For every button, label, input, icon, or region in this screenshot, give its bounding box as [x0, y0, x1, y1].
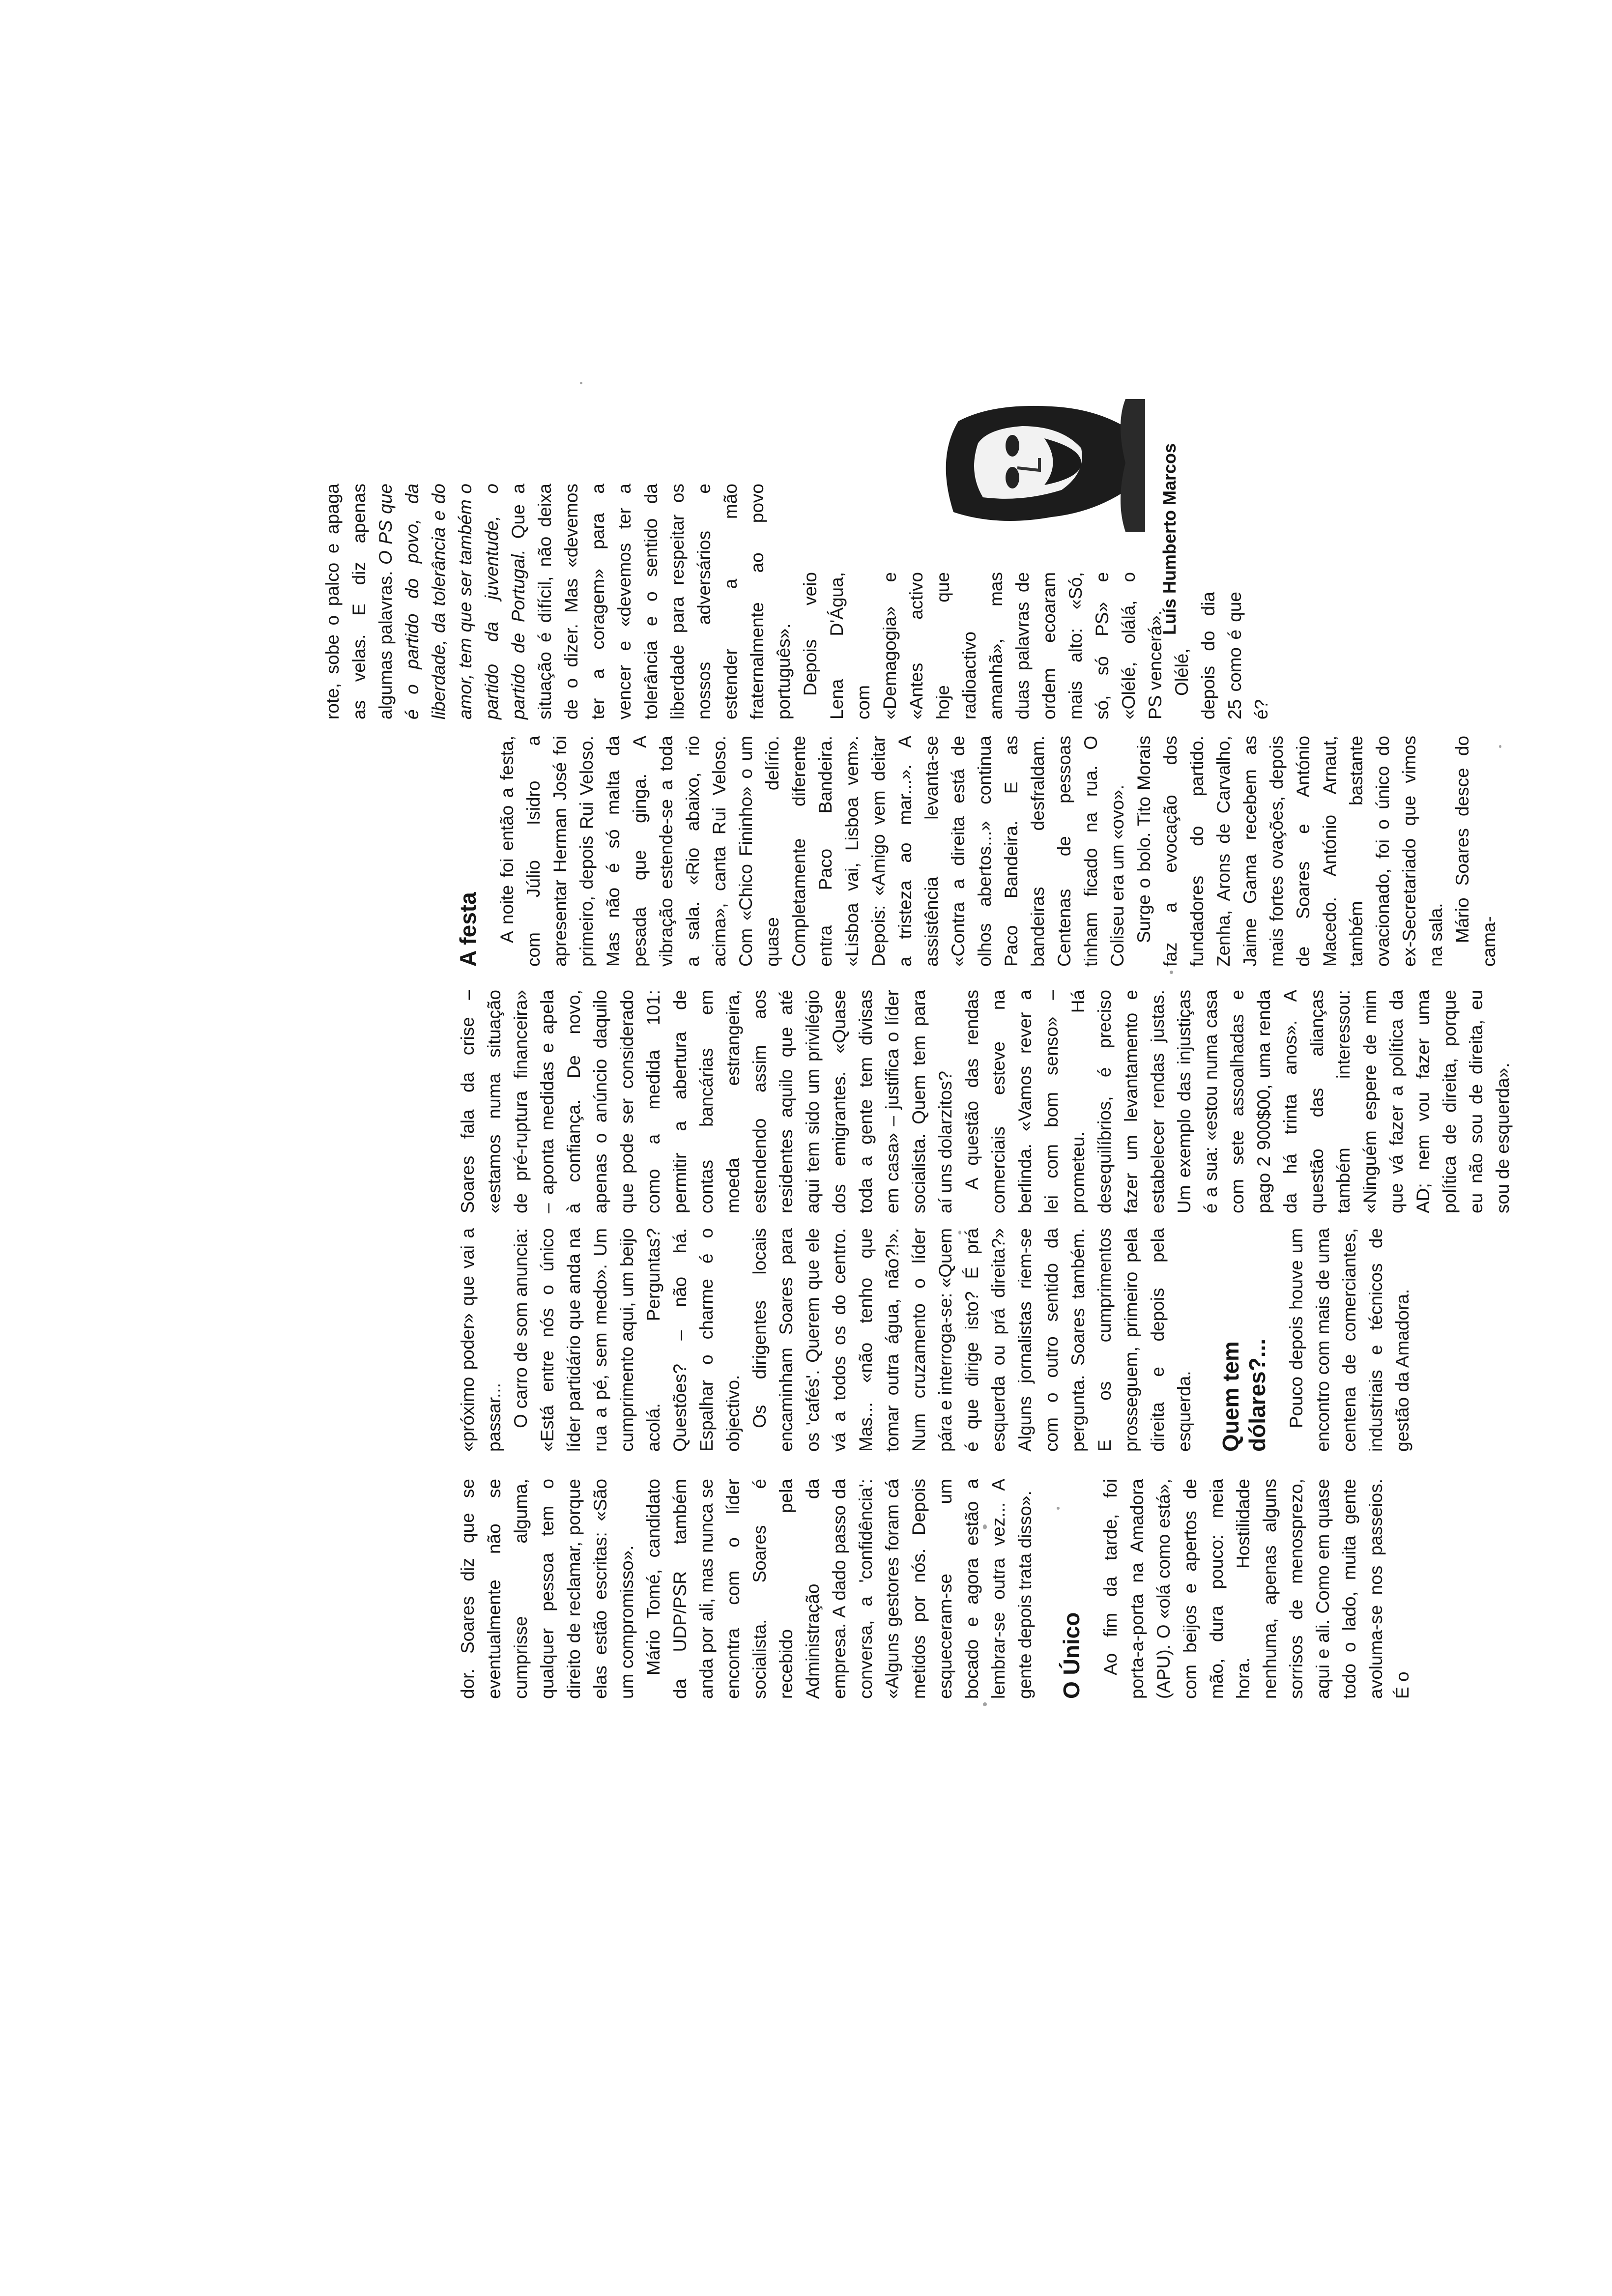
paragraph [319, 484, 797, 719]
byline: Luís Humberto Marcos [1159, 443, 1180, 635]
section-heading: O Único [1059, 1612, 1084, 1699]
scan-speck [1499, 745, 1501, 748]
scan-speck [958, 1231, 961, 1234]
scan-speck [983, 1702, 987, 1706]
article-column-2 [455, 1228, 1416, 1452]
scan-speck [1170, 971, 1173, 974]
quote-italic: O PS que é o partido do povo, da liberdade, da tolerância e do amor, tem que ser também o partido da juventude, o partido de Portugal. [375, 484, 528, 719]
paragraph: Mário Tomé, candidato da UDP/PSR também anda por ali, mas nunca se encontra com o líder socialista. Soares é recebido pela Administração da empresa. A dado passo da conversa, a 'confidência': «Alguns gestores foram cá metidos por nós. Depois esqueceram-se um bocado e agora estão a lembrar-se outra vez... A gente depois trata disso». [643, 1479, 1035, 1699]
paragraph: A noite foi então a festa, com Júlio Isidro a apresentar Herman José foi primeiro, depois Rui Veloso. Mas não é só malta da pesada que ginga. A vibração estende-se a toda a sala. «Rio abaixo, rio acima», canta Rui Veloso. Com «Chico Fininho» o um quase delírio. Completamente diferente entra Paco Bandeira. «Lisboa vai, Lisboa vem». Depois: «Amigo vem deitar a tristeza ao mar...». A assistência levanta-se «Contra a direita está de olhos abertos...» continua Paco Bandeira. E as bandeiras desfraldam. Centenas de pessoas tinham ficado na rua. O Coliseu era um «ovo». [497, 736, 1127, 967]
article-column-3 [455, 990, 1516, 1213]
paragraph-text: Que a situação é difícil, não deixa de o dizer. Mas «devemos ter a coragem» para a vencer e «devemos ter a tolerância e o sentido da liberdade para respeitar os nossos adversários e estender a mão fraternalmente ao povo português». [508, 483, 794, 719]
paragraph: Surge o bolo. Tito Morais faz a evocação dos fundadores do partido. Zenha, Arons de Carvalho, Jaime Gama recebem as mais fortes ovações, depois de Soares e António Macedo. António Arnaut, também bastante ovacionado, foi o único do ex-Secretariado que vimos na sala. [1134, 736, 1446, 967]
paragraph: Os dirigentes locais encaminham Soares para os 'cafés'. Querem que ele vá a todos os do centro. Mas... «não tenho que tomar outra água, não?!». Num cruzamento o líder pára e interroga-se: «Quem é que dirige isto? É prá esquerda ou prá direita?» Alguns jornalistas riem-se com o outro sentido da pergunta. Soares também. E os cumprimentos prosseguem, primeiro pela direita e depois pela esquerda. [749, 1228, 1194, 1452]
scan-speck [1057, 1507, 1060, 1510]
section-heading: Quem tem dólares?... [1218, 1338, 1270, 1452]
paragraph: Soares fala da crise – «estamos numa situação de pré-ruptura financeira» – aponta medidas e apela à confiança. De novo, apenas o anúncio daquilo que pode ser considerado como a medida 101: permitir a abertura de contas bancárias em moeda estrangeira, estendendo assim aos residentes aquilo que até aqui tem sido um privilégio dos emigrantes. «Quase toda a gente tem divisas em casa» – justifica o líder socialista. Quem tem para aí uns dolarzitos? [458, 990, 955, 1213]
paragraph: A questão das rendas comerciais esteve na berlinda. «Vamos rever a lei com bom senso» – prometeu. Há desequilíbrios, é preciso fazer um levantamento e estabelecer rendas justas. Um exemplo das injustiças é a sua: «estou numa casa com sete assoalhadas e pago 2 900$00, uma renda da há trinta anos». A questão das alianças também interessou: «Ninguém espere de mim que vá fazer a política da AD; nem vou fazer uma política de direita, porque eu não sou de direita, eu sou de esquerda». [962, 990, 1513, 1213]
author-portrait-photo [939, 399, 1145, 532]
paragraph: Mário Soares desce do cama- [1452, 736, 1499, 967]
paragraph: dor. Soares diz que se eventualmente não se cumprisse alguma, qualquer pessoa tem o direito de reclamar, porque elas estão escritas: «São um compromisso». [458, 1479, 637, 1699]
scan-speck [580, 382, 582, 384]
paragraph: Ao fim da tarde, foi porta-a-porta na Amadora (APU). O «olá como está», com beijos e apertos de mão, dura pouco: meia hora. Hostilidade nenhuma, apenas alguns sorrisos de menosprezo, aqui e ali. Como em quase todo o lado, muita gente avoluma-se nos passeios. É o [1100, 1479, 1412, 1699]
article-column-1 [455, 1479, 1416, 1699]
paragraph-text: rote, sobe o palco e apaga as velas. E diz apenas algumas palavras. [322, 484, 396, 719]
paragraph: Depois veio Lena D'Água, com «Demagogia» e «Antes activo hoje que radioactivo amanhã», mas duas palavras de ordem ecoaram mais alto: «Só, só, só PS» e «Olélé, olálá, o PS vencerá». [800, 572, 1165, 719]
article-column-4 [455, 736, 1502, 967]
paragraph: «próximo poder» que vai a passar... [458, 1228, 504, 1452]
paragraph: Pouco depois houve um encontro com mais de uma centena de comerciantes, industriais e técnicos de gestão da Amadora. [1286, 1228, 1412, 1452]
paragraph: Olélé, depois do dia 25 como é que é? [1172, 592, 1271, 719]
section-heading: A festa [455, 892, 481, 967]
scan-speck [983, 1524, 987, 1529]
paragraph: O carro de som anuncia: «Está entre nós o único líder partidário que anda na rua a pé, sem medo». Um cumprimento aqui, um beijo acolá. Perguntas? Questões? – não há. Espalhar o charme é o objectivo. [511, 1228, 743, 1452]
